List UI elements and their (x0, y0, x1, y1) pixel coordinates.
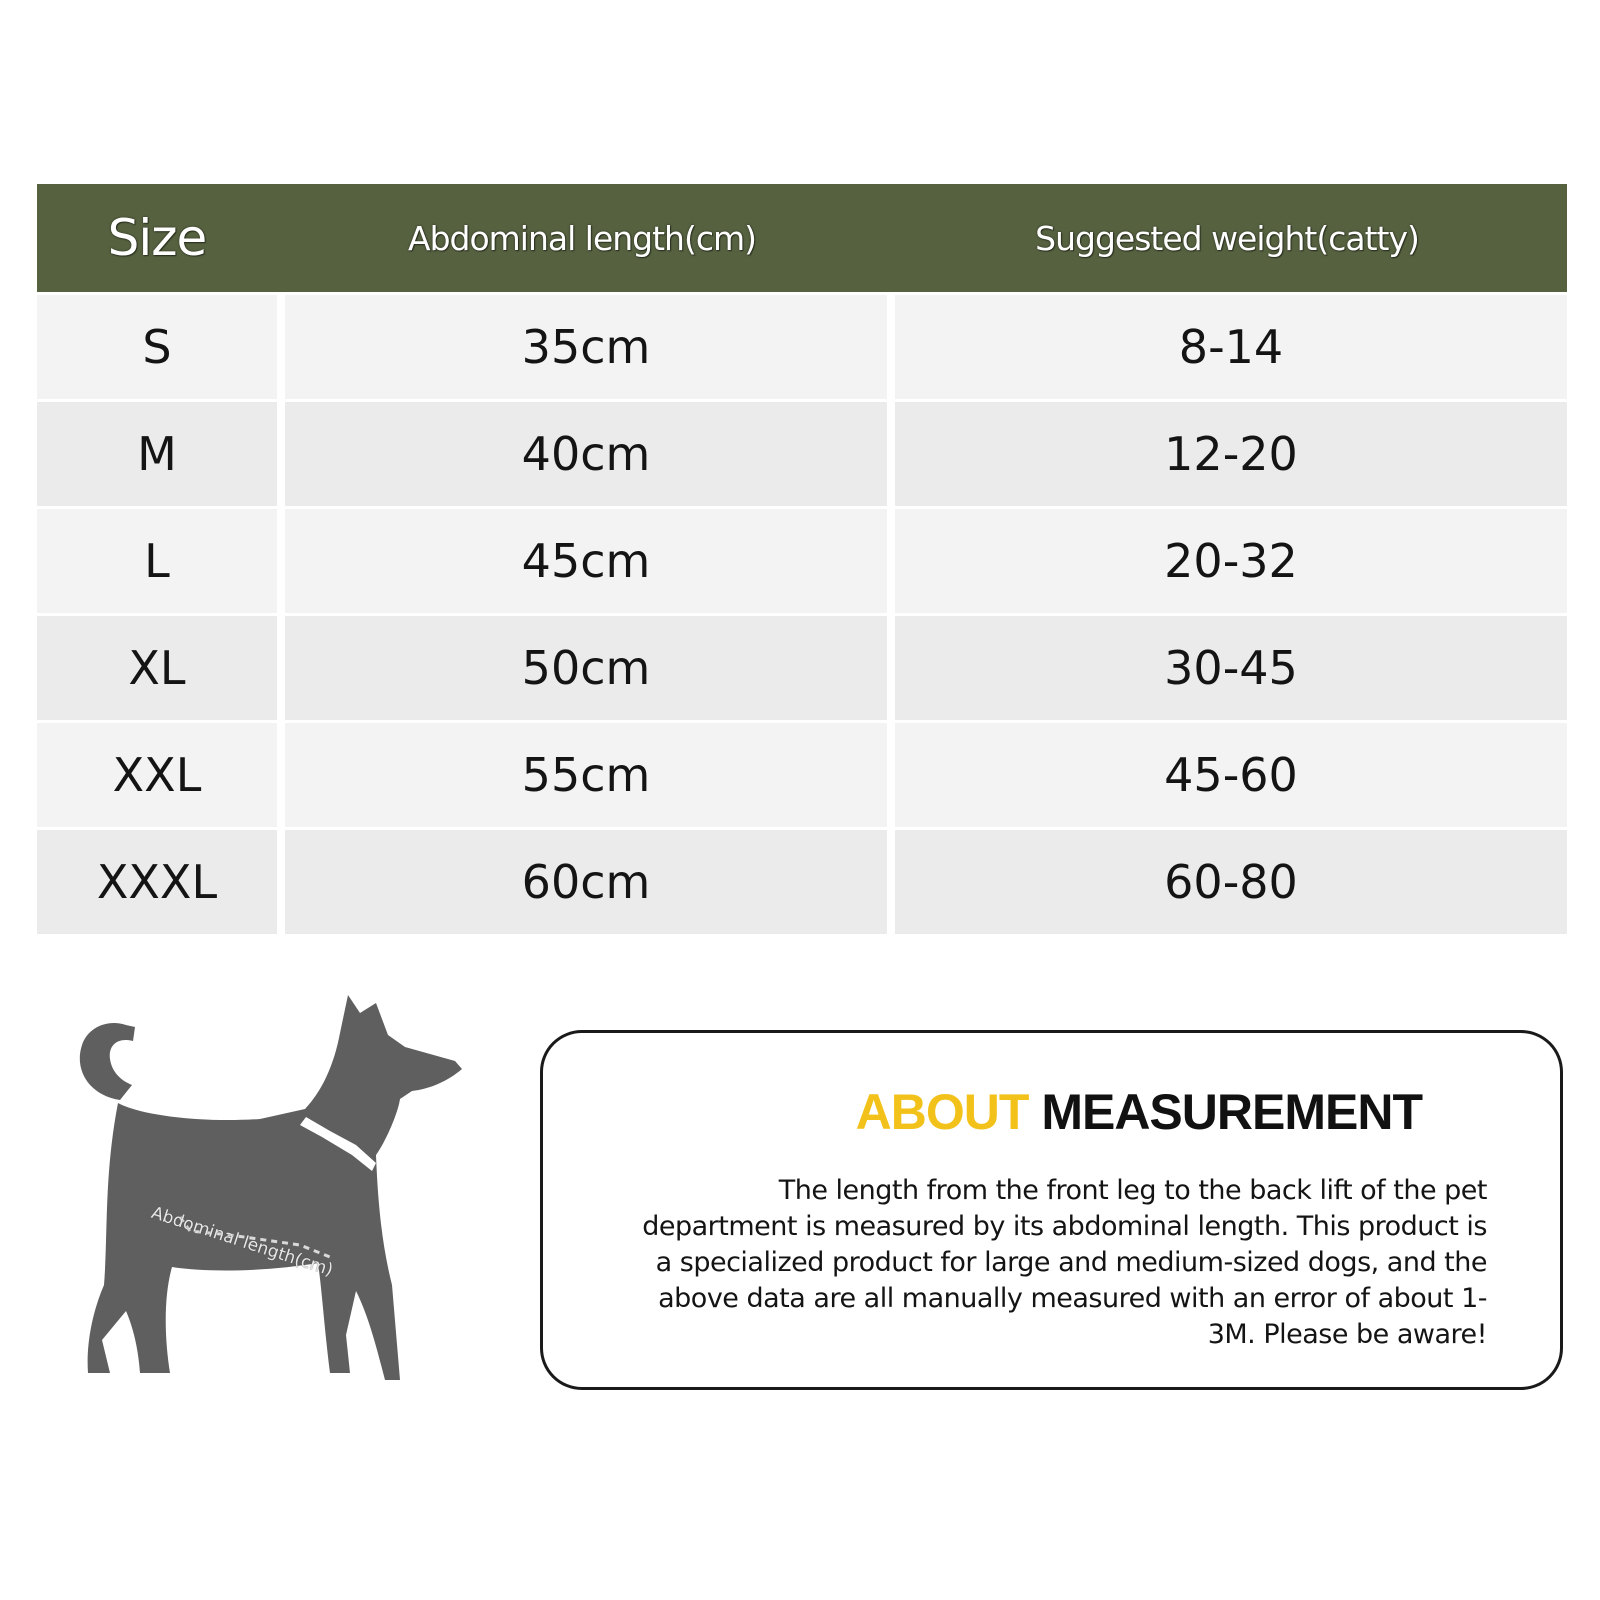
cell-size: S (37, 292, 277, 399)
size-chart-table (37, 184, 1567, 934)
cell-size: XXL (37, 720, 277, 827)
about-measurement-box (540, 1030, 1563, 1390)
header-abdominal-length: Abdominal length(cm) (277, 184, 887, 292)
cell-weight: 8-14 (887, 292, 1567, 399)
measurement-title (856, 1083, 1422, 1141)
cell-length: 35cm (277, 292, 887, 399)
cell-weight: 30-45 (887, 613, 1567, 720)
table-header (37, 184, 1567, 292)
table-row (37, 292, 1567, 399)
cell-length: 45cm (277, 506, 887, 613)
dog-silhouette-icon (60, 995, 480, 1405)
table-row (37, 506, 1567, 613)
cell-length: 55cm (277, 720, 887, 827)
table-body (37, 292, 1567, 934)
measurement-description: The length from the front leg to the back lift of the pet department is measured by its abdominal length. This product is a specialized product for large and medium-sized dogs, and the above data are all manually measured with an error of about 1-3M. Please be aware! (642, 1175, 1487, 1350)
table-row (37, 827, 1567, 934)
cell-size: M (37, 399, 277, 506)
header-suggested-weight: Suggested weight(catty) (887, 184, 1567, 292)
title-accent-about: ABOUT (855, 1084, 1029, 1140)
table-row (37, 399, 1567, 506)
cell-weight: 45-60 (887, 720, 1567, 827)
cell-weight: 20-32 (887, 506, 1567, 613)
dog-illustration (60, 995, 480, 1405)
cell-size: L (37, 506, 277, 613)
table-row (37, 613, 1567, 720)
cell-length: 50cm (277, 613, 887, 720)
cell-weight: 12-20 (887, 399, 1567, 506)
cell-size: XL (37, 613, 277, 720)
cell-size: XXXL (37, 827, 277, 934)
cell-length: 60cm (277, 827, 887, 934)
cell-length: 40cm (277, 399, 887, 506)
abdominal-length-label: Abdominal length(cm) (148, 1203, 336, 1281)
title-main-measurement: MEASUREMENT (1041, 1084, 1422, 1140)
header-row (37, 184, 1567, 292)
header-size: Size (37, 184, 277, 292)
table-row (37, 720, 1567, 827)
cell-weight: 60-80 (887, 827, 1567, 934)
